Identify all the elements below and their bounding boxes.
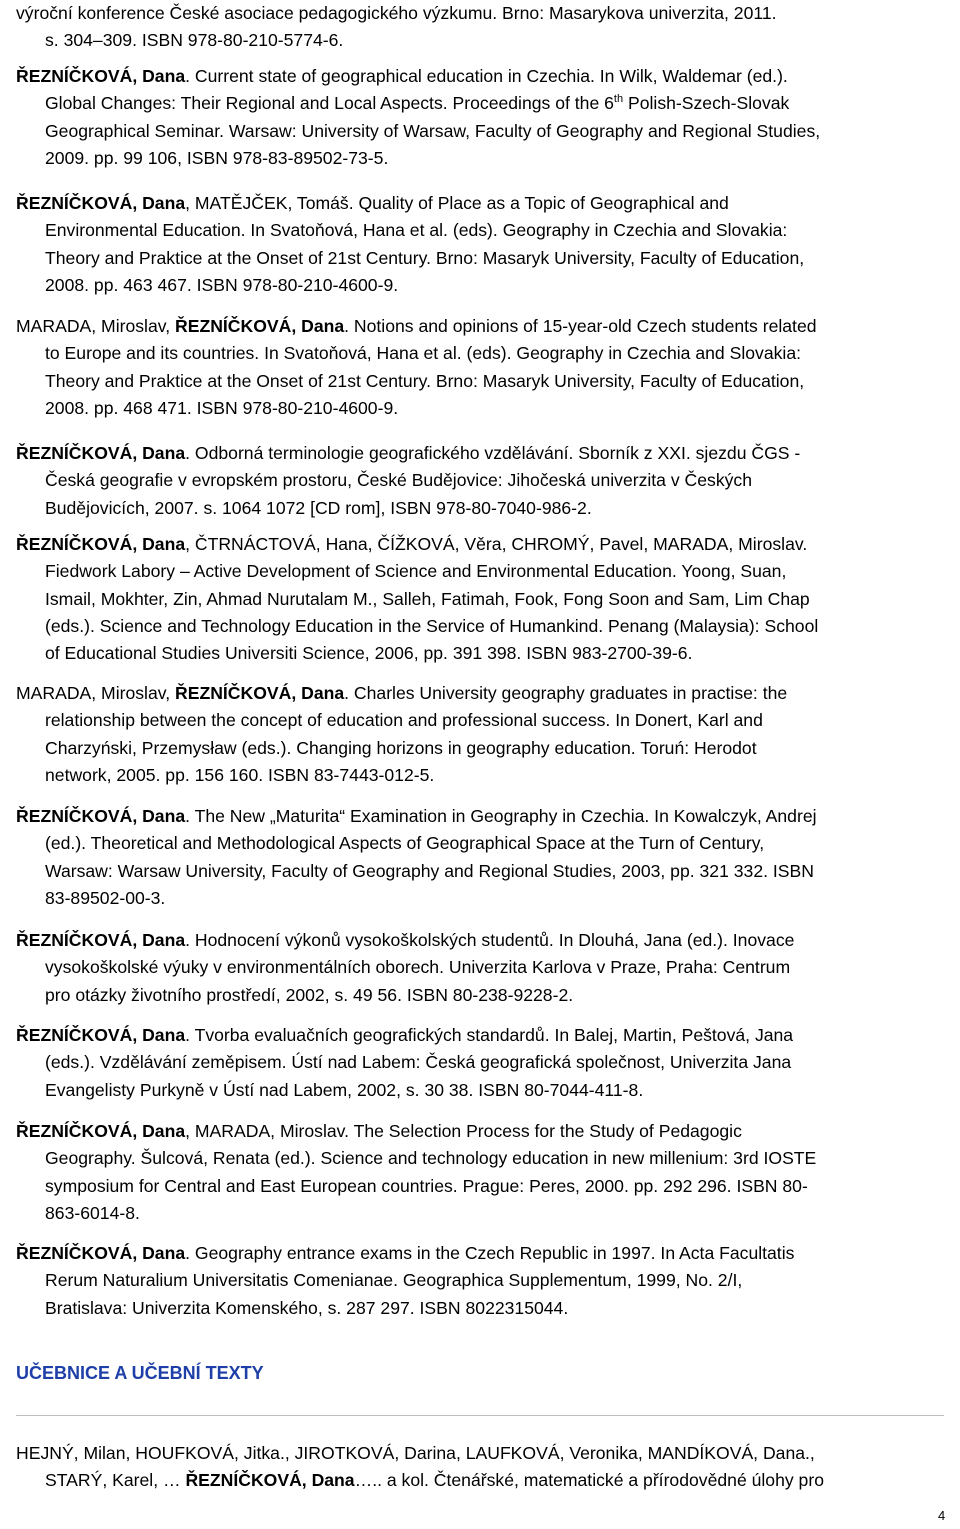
author-name-bold: ŘEZNÍČKOVÁ, Dana [16,806,186,826]
bibliography-entry [16,1022,946,1104]
author-name-bold: ŘEZNÍČKOVÁ, Dana [175,316,345,336]
entry-line [16,531,946,558]
entry-line [16,63,946,90]
text-run: . Current state of geographical education in Czechia. In Wilk, Waldemar (ed.). [185,66,788,86]
entry-line: Evangelisty Purkyně v Ústí nad Labem, 2002, s. 30 38. ISBN 80-7044-411-8. [45,1079,644,1100]
entry-line: 83-89502-00-3. [45,887,166,908]
entry-line [16,90,946,117]
bibliography-entry [16,313,946,422]
entry-line: relationship between the concept of education and professional success. In Donert, Karl and [45,710,763,731]
text-run: , MATĚJČEK, Tomáš. Quality of Place as a Topic of Geographical and [185,193,729,213]
entry-line [16,927,946,954]
entry-line: Geographical Seminar. Warsaw: University of Warsaw, Faculty of Geography and Regional Studies, [45,120,821,141]
entry-line: (eds.). Science and Technology Education in the Service of Humankind. Penang (Malaysia): School [45,615,819,636]
entry-line: pro otázky životního prostředí, 2002, s. 49 56. ISBN 80-238-9228-2. [45,984,574,1005]
author-name-bold: ŘEZNÍČKOVÁ, Dana [16,1025,186,1045]
entry-line: Bratislava: Univerzita Komenského, s. 287 297. ISBN 8022315044. [45,1297,569,1318]
entry-line: Budějovicích, 2007. s. 1064 1072 [CD rom], ISBN 978-80-7040-986-2. [45,497,592,518]
page-number: 4 [938,1508,946,1523]
text-run: ….. a kol. Čtenářské, matematické a přírodovědné úlohy pro [354,1470,824,1491]
entry-line [16,803,946,830]
entry-line [16,1118,946,1145]
author-name-bold: ŘEZNÍČKOVÁ, Dana [16,534,186,554]
author-name-bold: ŘEZNÍČKOVÁ, Dana [16,930,186,950]
bibliography-entry [16,680,946,789]
bibliography-entry [16,803,946,912]
author-name-bold: ŘEZNÍČKOVÁ, Dana [16,193,186,213]
entry-line: 2008. pp. 468 471. ISBN 978-80-210-4600-9. [45,397,399,418]
text-run: . Geography entrance exams in the Czech Republic in 1997. In Acta Facultatis [185,1243,795,1263]
entry-line: Charzyński, Przemysław (eds.). Changing horizons in geography education. Toruń: Herodot [45,737,757,758]
entry-line [16,1467,946,1494]
bibliography-entry [16,190,946,299]
text-run: . Odborná terminologie geografického vzdělávání. Sborník z XXI. sjezdu ČGS - [185,443,801,463]
bibliography-entry [16,63,946,172]
text-run: MARADA, Miroslav, [16,316,176,336]
entry-line [16,190,946,217]
entry-line: to Europe and its countries. In Svatoňová, Hana et al. (eds). Geography in Czechia and Slovakia: [45,343,801,364]
bibliography-entry-last [16,1440,946,1495]
entry-line: 863-6014-8. [45,1202,140,1223]
bibliography-entry [16,1240,946,1322]
bibliography-entry [16,927,946,1009]
entry-line: Geography. Šulcová, Renata (ed.). Science and technology education in new millenium: 3rd IOSTE [45,1148,817,1169]
author-name-bold: ŘEZNÍČKOVÁ, Dana [16,1121,186,1141]
entry-line [16,1240,946,1267]
bibliography-entry [16,1118,946,1227]
entry-line: Fiedwork Labory – Active Development of Science and Environmental Education. Yoong, Suan, [45,561,787,582]
bibliography-entry [16,531,946,667]
author-name-bold: ŘEZNÍČKOVÁ, Dana [185,1470,355,1491]
entry-line [16,313,946,340]
text-run: . Hodnocení výkonů vysokoškolských studentů. In Dlouhá, Jana (ed.). Inovace [185,930,795,950]
entry-line: of Educational Studies Universiti Science, 2006, pp. 391 398. ISBN 983-2700-39-6. [45,643,693,664]
text-run: MARADA, Miroslav, [16,683,176,703]
entry-line: network, 2005. pp. 156 160. ISBN 83-7443-012-5. [45,764,435,785]
entry-line: 2008. pp. 463 467. ISBN 978-80-210-4600-9. [45,274,399,295]
entry-line: Rerum Naturalium Universitatis Comenianae. Geographica Supplementum, 1999, No. 2/I, [45,1270,743,1291]
entry-line: výroční konference České asociace pedagogického výzkumu. Brno: Masarykova univerzita, 2011. [16,3,777,23]
entry-line: Česká geografie v evropském prostoru, České Budějovice: Jihočeská univerzita v Českých [45,470,753,491]
entry-line: symposium for Central and East European countries. Prague: Peres, 2000. pp. 292 296. ISBN 80- [45,1175,808,1196]
section-heading: UČEBNICE A UČEBNÍ TEXTY [16,1363,264,1383]
text-run: . Charles University geography graduates in practise: the [344,683,788,703]
entry-line: vysokoškolské výuky v environmentálních oborech. Univerzita Karlova v Praze, Praha: Centrum [45,957,791,978]
author-name-bold: ŘEZNÍČKOVÁ, Dana [16,1243,186,1263]
text-run: STARÝ, Karel, … [45,1470,186,1491]
author-name-bold: ŘEZNÍČKOVÁ, Dana [16,443,186,463]
text-run: , ČTRNÁCTOVÁ, Hana, ČÍŽKOVÁ, Věra, CHROMÝ, Pavel, MARADA, Miroslav. [185,534,808,554]
author-name-bold: ŘEZNÍČKOVÁ, Dana [175,683,345,703]
entry-line [16,1022,946,1049]
bibliography-entry [16,0,946,55]
entry-line: 2009. pp. 99 106, ISBN 978-83-89502-73-5. [45,147,389,168]
text-run: . The New „Maturita“ Examination in Geography in Czechia. In Kowalczyk, Andrej [185,806,817,826]
entry-line: HEJNÝ, Milan, HOUFKOVÁ, Jitka., JIROTKOVÁ, Darina, LAUFKOVÁ, Veronika, MANDÍKOVÁ, Dana., [16,1443,815,1463]
text-run: . Tvorba evaluačních geografických standardů. In Balej, Martin, Peštová, Jana [185,1025,794,1045]
horizontal-rule [16,1415,944,1416]
text-run: Polish-Szech-Slovak [623,93,790,114]
entry-line [16,440,946,467]
entry-line: Theory and Praktice at the Onset of 21st Century. Brno: Masaryk University, Faculty of Education, [45,370,805,391]
superscript: th [613,93,624,106]
text-run: , MARADA, Miroslav. The Selection Process for the Study of Pedagogic [185,1121,742,1141]
entry-line: (eds.). Vzdělávání zeměpisem. Ústí nad Labem: Česká geografická společnost, Univerzita Jana [45,1052,792,1073]
entry-line: Warsaw: Warsaw University, Faculty of Geography and Regional Studies, 2003, pp. 321 332. ISBN [45,860,814,881]
entry-line: Environmental Education. In Svatoňová, Hana et al. (eds). Geography in Czechia and Slovakia: [45,220,788,241]
author-name-bold: ŘEZNÍČKOVÁ, Dana [16,66,186,86]
text-run: Global Changes: Their Regional and Local Aspects. Proceedings of the 6 [45,93,614,114]
entry-line: s. 304–309. ISBN 978-80-210-5774-6. [45,30,344,51]
entry-line: (ed.). Theoretical and Methodological Aspects of Geographical Space at the Turn of Century, [45,833,765,854]
entry-line [16,680,946,707]
entry-line: Ismail, Mokhter, Zin, Ahmad Nurutalam M., Salleh, Fatimah, Fook, Fong Soon and Sam, Lim Chap [45,588,810,609]
bibliography-entry [16,440,946,522]
text-run: . Notions and opinions of 15-year-old Czech students related [344,316,817,336]
entry-line: Theory and Praktice at the Onset of 21st Century. Brno: Masaryk University, Faculty of Education, [45,247,805,268]
